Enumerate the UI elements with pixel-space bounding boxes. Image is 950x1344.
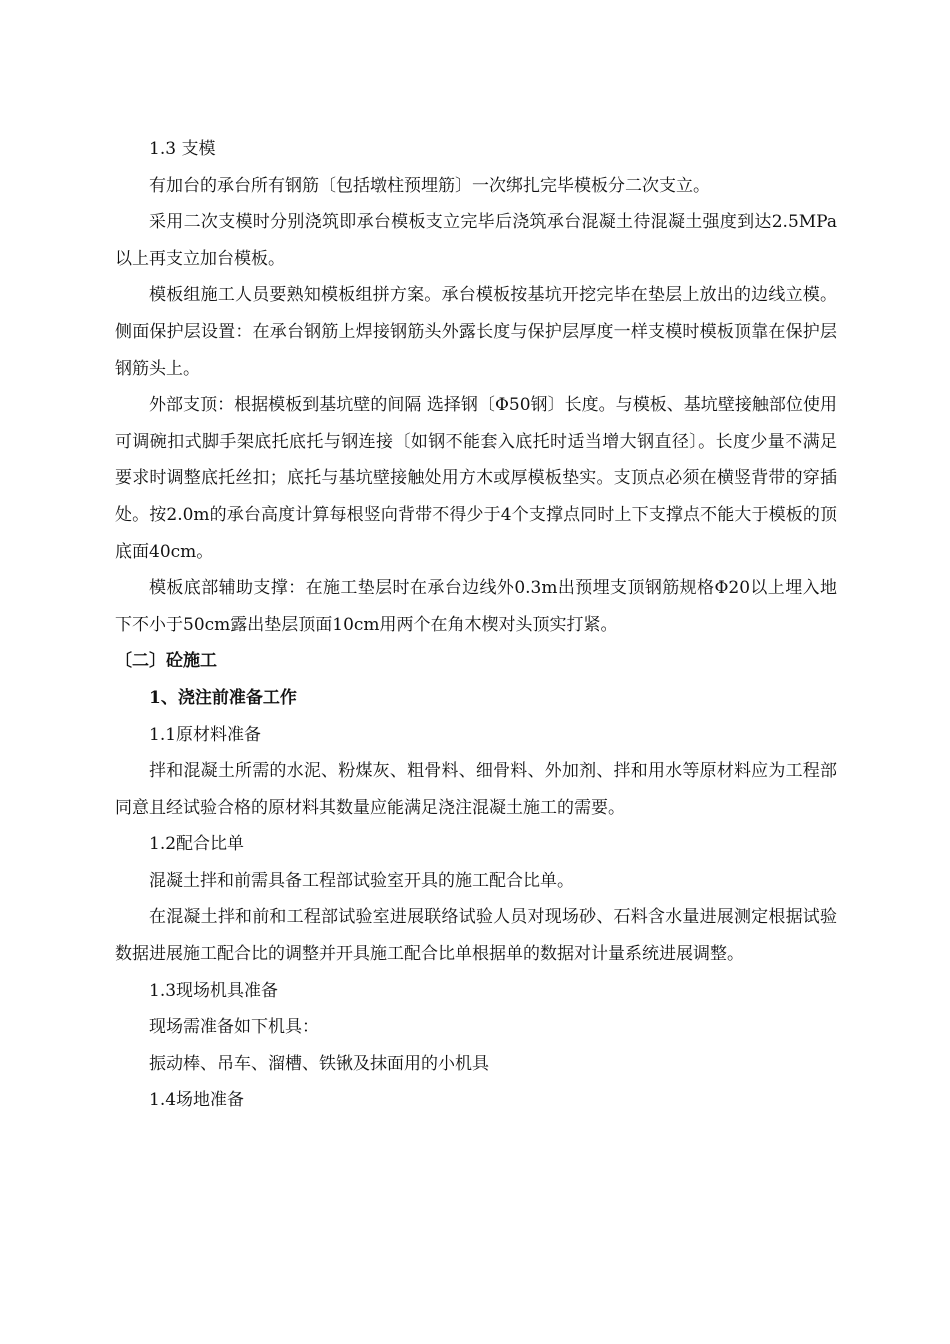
paragraph: 混凝土拌和前需具备工程部试验室开具的施工配合比单。 bbox=[149, 870, 574, 891]
paragraph: 现场需准备如下机具： bbox=[149, 1017, 319, 1038]
item-heading-equipment: 1.3现场机具准备 bbox=[149, 980, 279, 1001]
subsection-heading-preparation: 1、浇注前准备工作 bbox=[149, 687, 297, 708]
paragraph: 在混凝土拌和前和工程部试验室进展联络试验人员对现场砂、石料含水量进展测定根据试验数据进展施工配合比的调整并开具施工配合比单根据单的数据对计量系统进展调整。 bbox=[115, 907, 837, 965]
item-heading-mix-ratio: 1.2配合比单 bbox=[149, 834, 245, 855]
paragraph: 模板底部辅助支撑：在施工垫层时在承台边线外0.3m出预埋支顶钢筋规格Φ20以上埋入地下不小于50cm露出垫层顶面10cm用两个在角木楔对头顶实打紧。 bbox=[115, 578, 837, 635]
section-heading-concrete: 〔二〕砼施工 bbox=[115, 651, 217, 672]
paragraph: 采用二次支模时分别浇筑即承台模板支立完毕后浇筑承台混凝土待混凝土强度到达2.5MPa以上再支立加台模板。 bbox=[115, 212, 837, 269]
document-body bbox=[115, 131, 837, 1119]
paragraph: 有加台的承台所有钢筋〔包括墩柱预埋筋〕一次绑扎完毕模板分二次支立。 bbox=[149, 175, 710, 196]
paragraph: 振动棒、吊车、溜槽、铁锹及抹面用的小机具 bbox=[149, 1053, 489, 1074]
paragraph: 模板组施工人员要熟知模板组拼方案。承台模板按基坑开挖完毕在垫层上放出的边线立模。侧面保护层设置：在承台钢筋上焊接钢筋头外露长度与保护层厚度一样支模时模板顶靠在保护层钢筋头上。 bbox=[115, 285, 837, 379]
section-heading-formwork: 1.3 支模 bbox=[149, 139, 216, 159]
paragraph: 外部支顶：根据模板到基坑壁的间隔 选择钢〔Φ50钢〕长度。与模板、基坑壁接触部位使用可调碗扣式脚手架底托底托与钢连接〔如钢不能套入底托时适当增大钢直径〕。长度少量不满足要求时调整底托丝扣；底托与基坑壁接触处用方木或厚模板垫实。支顶点必须在横竖背带的穿插处。按2.0m的承台高度计算每根竖向背带不得少于4个支撑点同时上下支撑点不能大于模板的顶底面40cm。 bbox=[115, 395, 837, 562]
item-heading-materials: 1.1原材料准备 bbox=[149, 724, 262, 745]
item-heading-site: 1.4场地准备 bbox=[149, 1090, 245, 1111]
paragraph: 拌和混凝土所需的水泥、粉煤灰、粗骨料、细骨料、外加剂、拌和用水等原材料应为工程部同意且经试验合格的原材料其数量应能满足浇注混凝土施工的需要。 bbox=[115, 761, 837, 818]
